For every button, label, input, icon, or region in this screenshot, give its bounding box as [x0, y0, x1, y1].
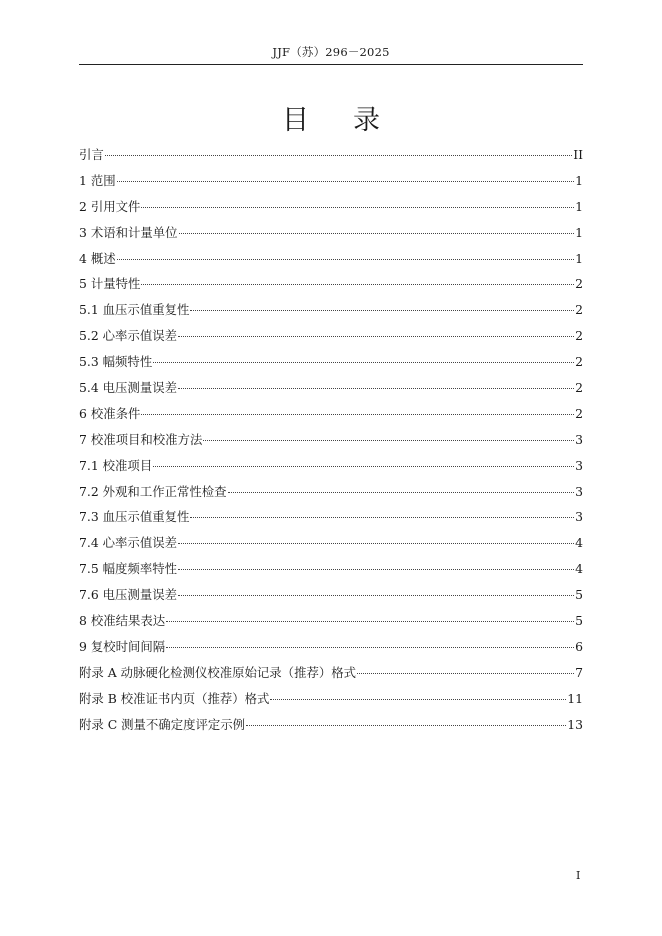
toc-entry-page: 3 [575, 431, 583, 447]
toc-entry[interactable] [79, 220, 583, 246]
toc-entry-label: 2 引用文件 [79, 198, 141, 214]
toc-entry-label: 7.3 血压示值重复性 [79, 509, 190, 525]
toc-entry[interactable] [79, 297, 583, 323]
toc-entry-label: 7.4 心率示值误差 [79, 535, 177, 551]
toc-entry[interactable] [79, 271, 583, 297]
header-rule [79, 64, 583, 65]
toc-entry-page: 2 [575, 302, 583, 318]
toc-entry-label: 5.4 电压测量误差 [79, 380, 177, 396]
toc-dot-leader [190, 503, 574, 518]
toc-entry-page: 2 [575, 380, 583, 396]
toc-entry-page: 4 [575, 561, 583, 577]
toc-entry-page: 2 [575, 276, 583, 292]
toc-dot-leader [178, 374, 574, 389]
toc-dot-leader [153, 348, 574, 363]
toc-dot-leader [178, 555, 574, 570]
toc-dot-leader [166, 607, 574, 622]
toc-entry-label: 7.1 校准项目 [79, 457, 153, 473]
page-number: I [576, 869, 581, 882]
toc-dot-leader [228, 478, 575, 493]
toc-entry-label: 7.5 幅度频率特性 [79, 561, 177, 577]
toc-dot-leader [270, 685, 566, 700]
toc-entry[interactable] [79, 608, 583, 634]
toc-entry[interactable] [79, 246, 583, 272]
toc-dot-leader [141, 400, 574, 415]
toc-entry-page: 4 [575, 535, 583, 551]
toc-entry[interactable] [79, 142, 583, 168]
toc-dot-leader [166, 633, 574, 648]
toc-entry[interactable] [79, 504, 583, 530]
toc-entry-label: 引言 [79, 147, 104, 162]
toc-entry-label: 9 复校时间间隔 [79, 638, 166, 654]
toc-entry[interactable] [79, 582, 583, 608]
toc-entry-page: 13 [567, 716, 583, 732]
toc-entry-page: 3 [575, 509, 583, 525]
toc-entry[interactable] [79, 712, 583, 738]
toc-entry-page: 2 [575, 328, 583, 344]
toc-entry[interactable] [79, 323, 583, 349]
toc-entry-page: 11 [567, 690, 583, 706]
toc-entry-label: 7 校准项目和校准方法 [79, 431, 203, 447]
toc-entry[interactable] [79, 349, 583, 375]
toc-entry-label: 7.2 外观和工作正常性检查 [79, 483, 227, 499]
toc-entry-page: 1 [575, 172, 583, 188]
toc-entry[interactable] [79, 479, 583, 505]
toc-entry[interactable] [79, 660, 583, 686]
toc-entry-page: 5 [575, 587, 583, 603]
toc-entry-label: 4 概述 [79, 250, 116, 266]
toc-entry-page: 5 [575, 613, 583, 629]
toc-entry-label: 5 计量特性 [79, 276, 141, 292]
toc-entry-label: 5.1 血压示值重复性 [79, 302, 190, 318]
toc-entry-label: 3 术语和计量单位 [79, 224, 178, 240]
toc-entry[interactable] [79, 453, 583, 479]
toc-entry-page: II [573, 147, 583, 162]
toc-dot-leader [117, 245, 575, 260]
toc-entry-label: 附录 C 测量不确定度评定示例 [79, 716, 246, 732]
toc-entry-page: 3 [575, 457, 583, 473]
toc-entry-label: 5.3 幅频特性 [79, 354, 153, 370]
toc-entry[interactable] [79, 194, 583, 220]
toc-entry[interactable] [79, 634, 583, 660]
document-code: JJF（苏）296－2025 [272, 45, 390, 59]
toc-dot-leader [141, 270, 574, 285]
toc-entry[interactable] [79, 401, 583, 427]
toc-entry-page: 7 [575, 664, 583, 680]
toc-entry[interactable] [79, 375, 583, 401]
toc-entry[interactable] [79, 530, 583, 556]
toc-entry[interactable] [79, 427, 583, 453]
toc-entry-page: 1 [575, 250, 583, 266]
toc-dot-leader [117, 167, 575, 182]
toc-entry-page: 2 [575, 405, 583, 421]
table-of-contents [79, 142, 583, 737]
toc-dot-leader [357, 659, 574, 674]
toc-entry-page: 6 [575, 638, 583, 654]
toc-entry-page: 3 [575, 483, 583, 499]
toc-entry-label: 7.6 电压测量误差 [79, 587, 177, 603]
toc-dot-leader [178, 581, 574, 596]
page-title: 目录 [282, 105, 424, 137]
toc-dot-leader [246, 711, 566, 726]
toc-entry-label: 6 校准条件 [79, 405, 141, 421]
toc-entry-page: 1 [575, 224, 583, 240]
toc-entry[interactable] [79, 168, 583, 194]
toc-entry[interactable] [79, 556, 583, 582]
toc-entry-label: 5.2 心率示值误差 [79, 328, 177, 344]
toc-entry-label: 附录 B 校准证书内页（推荐）格式 [79, 690, 270, 706]
toc-entry-label: 8 校准结果表达 [79, 613, 166, 629]
toc-dot-leader [141, 193, 574, 208]
toc-dot-leader [190, 296, 574, 311]
toc-dot-leader [179, 219, 575, 234]
toc-entry-label: 1 范围 [79, 172, 116, 188]
toc-dot-leader [178, 529, 574, 544]
toc-dot-leader [153, 452, 574, 467]
toc-dot-leader [105, 141, 572, 156]
toc-entry[interactable] [79, 686, 583, 712]
toc-dot-leader [178, 322, 574, 337]
toc-entry-page: 2 [575, 354, 583, 370]
toc-entry-page: 1 [575, 198, 583, 214]
toc-entry-label: 附录 A 动脉硬化检测仪校准原始记录（推荐）格式 [79, 664, 357, 680]
toc-dot-leader [203, 426, 574, 441]
